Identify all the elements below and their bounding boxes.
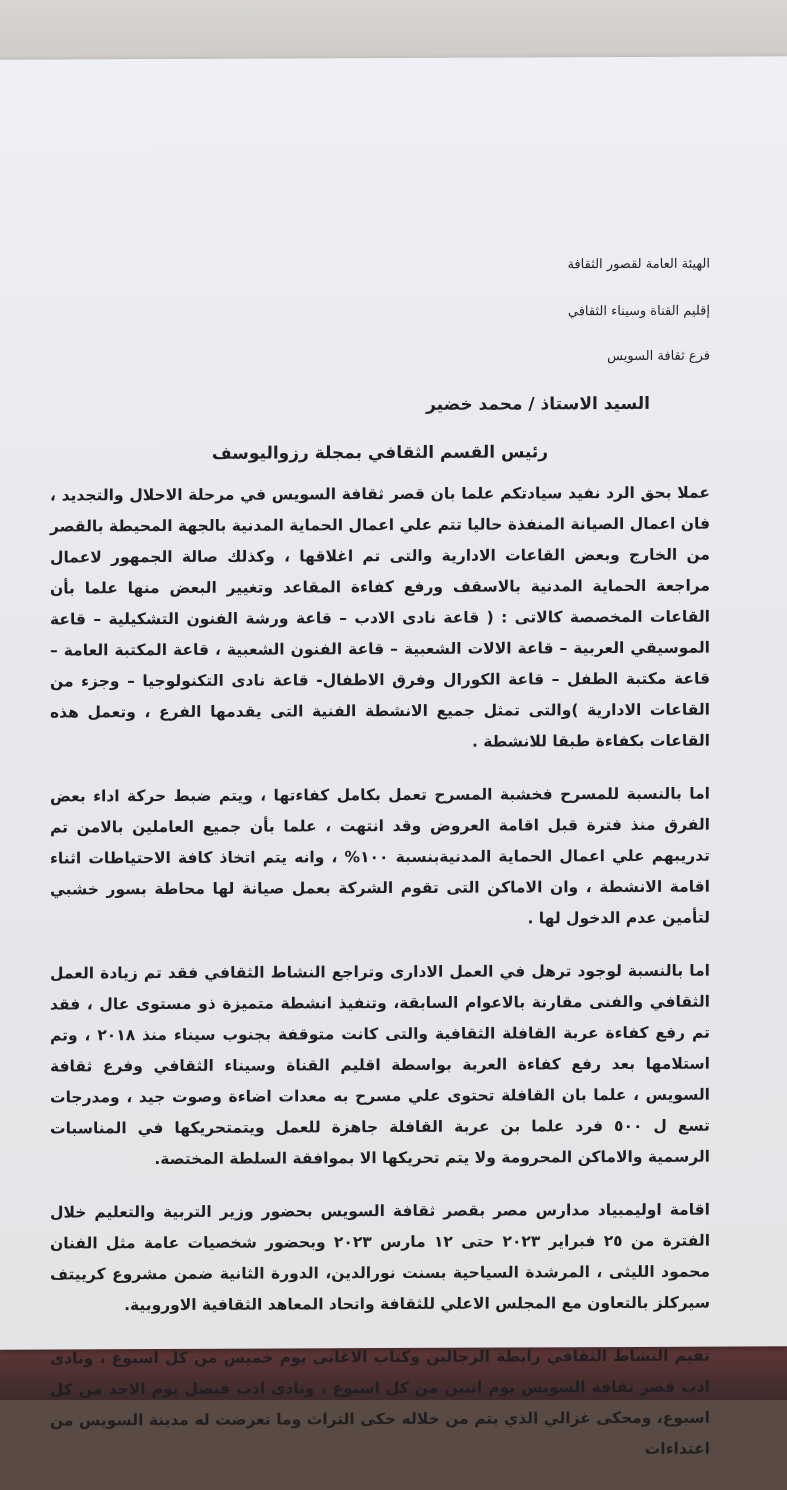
paragraph-cultural-activity: اما بالنسبة لوجود ترهل في العمل الادارى وتراجع النشاط الثقافي فقد تم زيادة العمل الثقافي والفنى مقارنة بالاعوام السابقة، وتنفيذ انشطة متميزة ذو مستوى عال ، فقد تم رفع كفاءة عربة القافلة الثقافية والتى كانت متوقفة بجنوب سيناء منذ ٢٠١٨ ، وتم استلامها بعد رفع كفاءة العربة بواسطة اقليم القناة وسيناء الثقافي وفرع ثقافة السويس ، علما بان القافلة تحتوى علي مسرح به معدات اضاءة وصوت جيد ، ومدرجات تسع ل ٥٠٠ فرد علما بن عربة القافلة جاهزة للعمل ويتمتحريكها في المناسبات الرسمية والاماكن المحرومة ولا يتم تحريكها الا بموافقة السلطة المختصة. <box>50 961 710 1169</box>
paragraph-weekly-activities: تقيم النشاط الثقافي رابطة الزجالين وكتاب الاغانى يوم خميس من كل اسبوع ، ونادى ادب قصر ثقافة السويس يوم اثنين من كل اسبوع ، ونادى ادب فيصل يوم الاحد من كل اسبوع، ومحكى غزالي الذي يتم من خلاله حكى التراث وما تعرضت له مدينة السويس من اعتداءات <box>50 1346 710 1458</box>
letter-body <box>50 257 710 1490</box>
addressee: السيد الاستاذ / محمد خضير <box>426 393 650 415</box>
paper-sheet <box>0 56 787 1458</box>
region-name: إقليم القناة وسيناء الثقافي <box>567 303 710 320</box>
paragraph-maintenance: عملا بحق الرد نفيد سيادتكم علما بان قصر ثقافة السويس في مرحلة الاحلال والتجديد ، فان اعمال الصيانة المنفذة حاليا تتم علي اعمال الحماية المدنية بالجهة المحيطة بالقصر من الخارج وبعض القاعات الادارية والتى تم اغلاقها ، وكذلك صالة الجمهور لاعمال مراجعة الحماية المدنية بالاسقف ورفع كفاءة المقاعد وتغيير البعض منها علما بأن القاعات المخصصة كالاتى : ( قاعة نادى الادب – قاعة ورشة الفنون التشكيلية – قاعة الموسيقي العربية – قاعة الالات الشعبية – قاعة الفنون الشعبية ، قاعة المكتبة العامة – قاعة مكتبة الطفل – قاعة الكورال وفرق الاطفال- قاعة نادى التكنولوجيا – وجزء من القاعات الادارية )والتى تمثل جميع الانشطة الفنية التى يقدمها الفرع ، وتعمل هذه القاعات بكفاءة طبقا للانشطة . <box>50 483 710 751</box>
paragraph-theater: اما بالنسبة للمسرح فخشبة المسرح تعمل بكامل كفاءتها ، ويتم ضبط حركة اداء بعض الفرق منذ فترة قبل اقامة العروض وقد انتهت ، علما بأن جميع العاملين بالامن تم تدريبهم علي اعمال الحماية المدنيةبنسبة ١٠٠% ، وانه يتم اتخاذ كافة الاحتياطات اثناء اقامة الانشطة ، وان الاماكن التى تقوم الشركة بعمل صيانة لها محاطة بسور خشبي لتأمين عدم الدخول لها . <box>50 784 710 928</box>
org-name: الهيئة العامة لقصور الثقافة <box>567 256 710 273</box>
addressee-title: رئيس القسم الثقافي بمجلة رزواليوسف <box>211 442 549 464</box>
branch-name: فرع ثقافة السويس <box>607 348 710 365</box>
paragraph-olympiad: اقامة اوليمبياد مدارس مصر بقصر ثقافة السويس بحضور وزير التربية والتعليم خلال الفترة من ٢٥ فبراير ٢٠٢٣ حتى ١٢ مارس ٢٠٢٣ وبحضور شخصيات عامة مثل الفنان محمود الليثى ، المرشدة السياحية بسنت نورالدين، الدورة الثانية ضمن مشروع كرييتف سيركلز بالتعاون مع المجلس الاعلي للثقافة واتحاد المعاهد الثقافية الاوروبية. <box>50 1200 711 1315</box>
